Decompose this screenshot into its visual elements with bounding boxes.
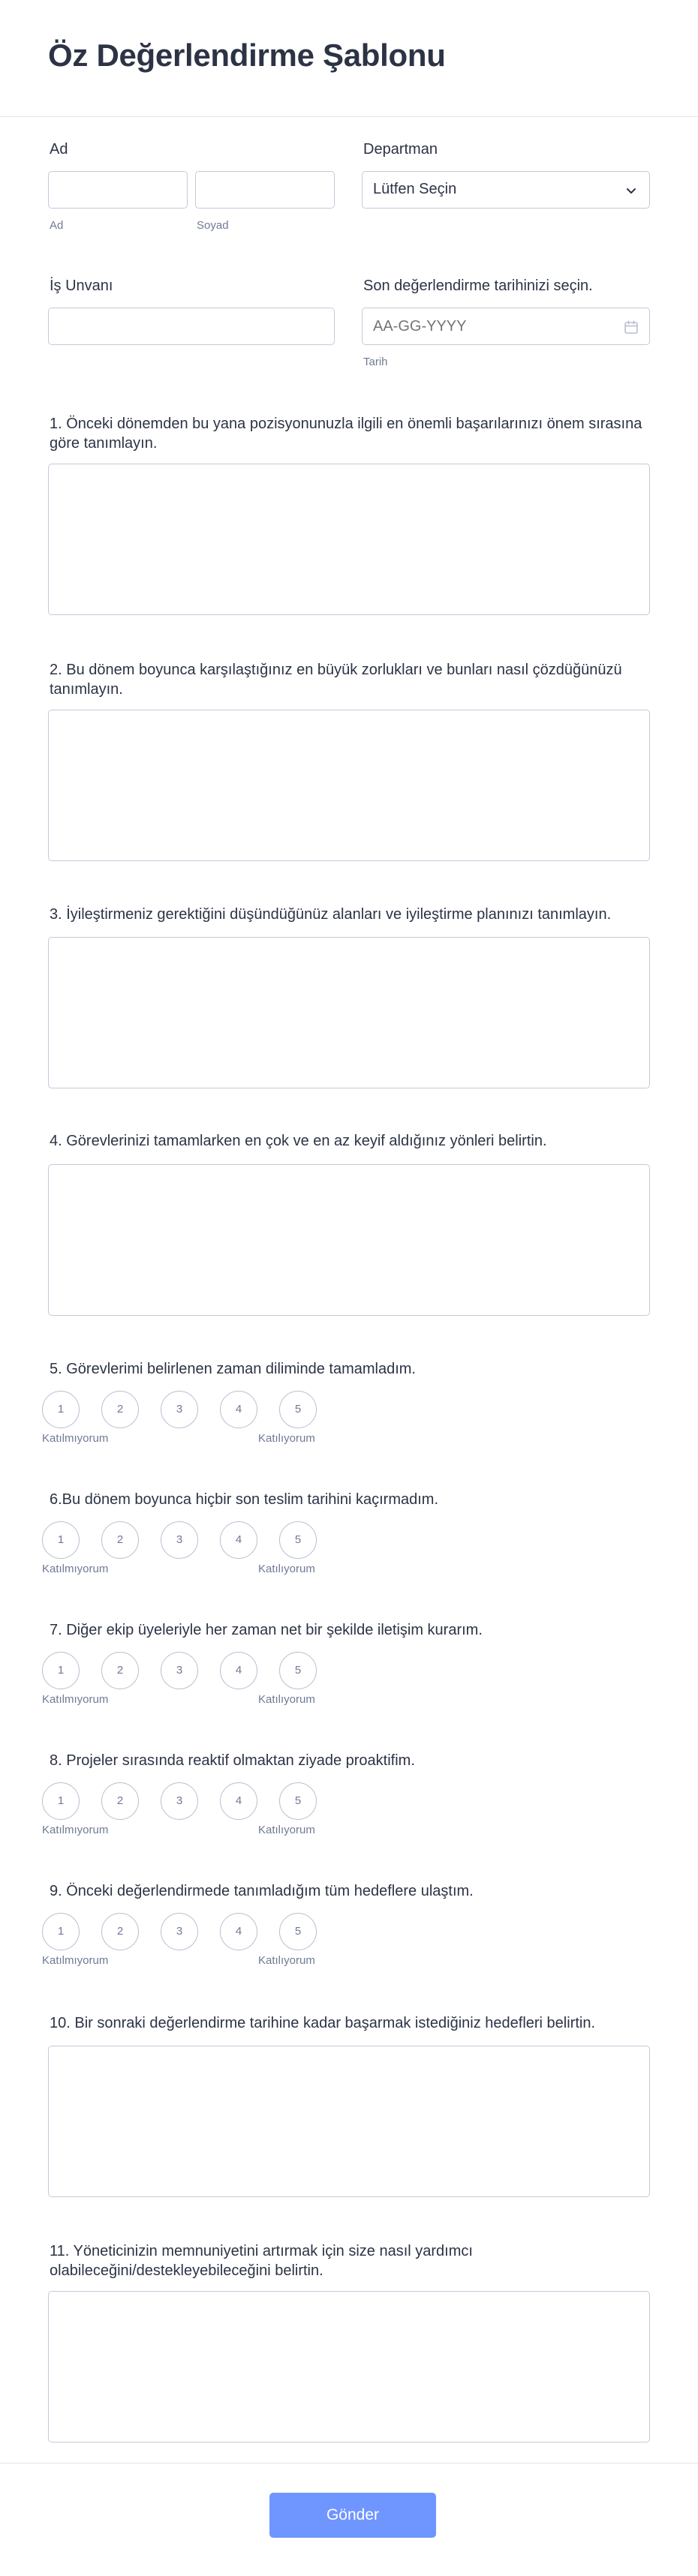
first-name-input[interactable]: [48, 171, 188, 209]
name-label: Ad: [50, 141, 68, 158]
submit-button[interactable]: Gönder: [269, 2493, 436, 2538]
rating-option-4[interactable]: 4: [220, 1521, 257, 1559]
question-6-label: 6.Bu dönem boyunca hiçbir son teslim tarihini kaçırmadım.: [50, 1491, 439, 1508]
question-7-label: 7. Diğer ekip üyeleriyle her zaman net bir şekilde iletişim kurarım.: [50, 1622, 483, 1638]
last-name-input[interactable]: [195, 171, 335, 209]
question-10-textarea[interactable]: [48, 2046, 650, 2197]
rating-high-label: Katılıyorum: [258, 1824, 315, 1836]
rating-option-2[interactable]: 2: [101, 1391, 139, 1428]
rating-option-4[interactable]: 4: [220, 1782, 257, 1820]
last-review-date-input[interactable]: [363, 309, 611, 344]
rating-high-label: Katılıyorum: [258, 1954, 315, 1967]
question-8-label: 8. Projeler sırasında reaktif olmaktan ziyade proaktifim.: [50, 1752, 415, 1769]
rating-low-label: Katılmıyorum: [42, 1954, 109, 1967]
rating-option-3[interactable]: 3: [161, 1391, 198, 1428]
rating-option-2[interactable]: 2: [101, 1782, 139, 1820]
question-3-label: 3. İyileştirmeniz gerektiğini düşündüğünüz alanları ve iyileştirme planınızı tanımlayın.: [50, 906, 612, 923]
last-review-sublabel: Tarih: [363, 356, 388, 368]
rating-option-1[interactable]: 1: [42, 1782, 80, 1820]
rating-option-5[interactable]: 5: [279, 1782, 317, 1820]
rating-high-label: Katılıyorum: [258, 1432, 315, 1445]
rating-low-label: Katılmıyorum: [42, 1563, 109, 1575]
rating-option-3[interactable]: 3: [161, 1521, 198, 1559]
rating-option-1[interactable]: 1: [42, 1521, 80, 1559]
rating-high-label: Katılıyorum: [258, 1693, 315, 1706]
rating-option-5[interactable]: 5: [279, 1652, 317, 1689]
department-label: Departman: [363, 141, 438, 158]
job-title-label: İş Unvanı: [50, 278, 113, 294]
question-2-textarea[interactable]: [48, 710, 650, 861]
last-review-label: Son değerlendirme tarihinizi seçin.: [363, 278, 593, 294]
form-title: Öz Değerlendirme Şablonu: [48, 38, 446, 73]
rating-option-1[interactable]: 1: [42, 1652, 80, 1689]
rating-option-3[interactable]: 3: [161, 1782, 198, 1820]
rating-option-1[interactable]: 1: [42, 1913, 80, 1950]
rating-option-2[interactable]: 2: [101, 1652, 139, 1689]
question-1-textarea[interactable]: [48, 464, 650, 615]
chevron-down-icon: [625, 185, 637, 197]
rating-option-5[interactable]: 5: [279, 1391, 317, 1428]
question-11-label: 11. Yöneticinizin memnuniyetini artırmak için size nasıl yardımcı olabileceğini/destekleyebileceğini belirtin.: [50, 2243, 473, 2279]
question-1-label: 1. Önceki dönemden bu yana pozisyonunuzla ilgili en önemli başarılarınızı önem sırasına göre tanımlayın.: [50, 416, 642, 452]
question-4-textarea[interactable]: [48, 1164, 650, 1316]
form-footer: [0, 2463, 698, 2576]
question-2-label: 2. Bu dönem boyunca karşılaştığınız en büyük zorlukları ve bunları nasıl çözdüğünüzü tanımlayın.: [50, 662, 622, 698]
last-review-date-field[interactable]: [362, 308, 650, 345]
rating-option-4[interactable]: 4: [220, 1391, 257, 1428]
rating-option-4[interactable]: 4: [220, 1913, 257, 1950]
calendar-icon[interactable]: [624, 320, 639, 335]
question-11-textarea[interactable]: [48, 2291, 650, 2442]
rating-option-4[interactable]: 4: [220, 1652, 257, 1689]
rating-option-3[interactable]: 3: [161, 1652, 198, 1689]
rating-option-5[interactable]: 5: [279, 1913, 317, 1950]
form-header: [0, 0, 698, 117]
rating-option-3[interactable]: 3: [161, 1913, 198, 1950]
job-title-input[interactable]: [48, 308, 335, 345]
rating-low-label: Katılmıyorum: [42, 1432, 109, 1445]
question-10-label: 10. Bir sonraki değerlendirme tarihine kadar başarmak istediğiniz hedefleri belirtin.: [50, 2015, 596, 2031]
first-name-sublabel: Ad: [50, 219, 64, 232]
department-select[interactable]: [362, 171, 650, 209]
rating-low-label: Katılmıyorum: [42, 1693, 109, 1706]
department-selected-value: Lütfen Seçin: [373, 181, 457, 197]
rating-option-2[interactable]: 2: [101, 1913, 139, 1950]
rating-option-5[interactable]: 5: [279, 1521, 317, 1559]
question-4-label: 4. Görevlerinizi tamamlarken en çok ve en az keyif aldığınız yönleri belirtin.: [50, 1133, 547, 1149]
rating-low-label: Katılmıyorum: [42, 1824, 109, 1836]
rating-high-label: Katılıyorum: [258, 1563, 315, 1575]
last-name-sublabel: Soyad: [197, 219, 229, 232]
question-9-label: 9. Önceki değerlendirmede tanımladığım tüm hedeflere ulaştım.: [50, 1883, 474, 1899]
question-3-textarea[interactable]: [48, 937, 650, 1088]
question-5-label: 5. Görevlerimi belirlenen zaman diliminde tamamladım.: [50, 1361, 416, 1377]
rating-option-1[interactable]: 1: [42, 1391, 80, 1428]
rating-option-2[interactable]: 2: [101, 1521, 139, 1559]
